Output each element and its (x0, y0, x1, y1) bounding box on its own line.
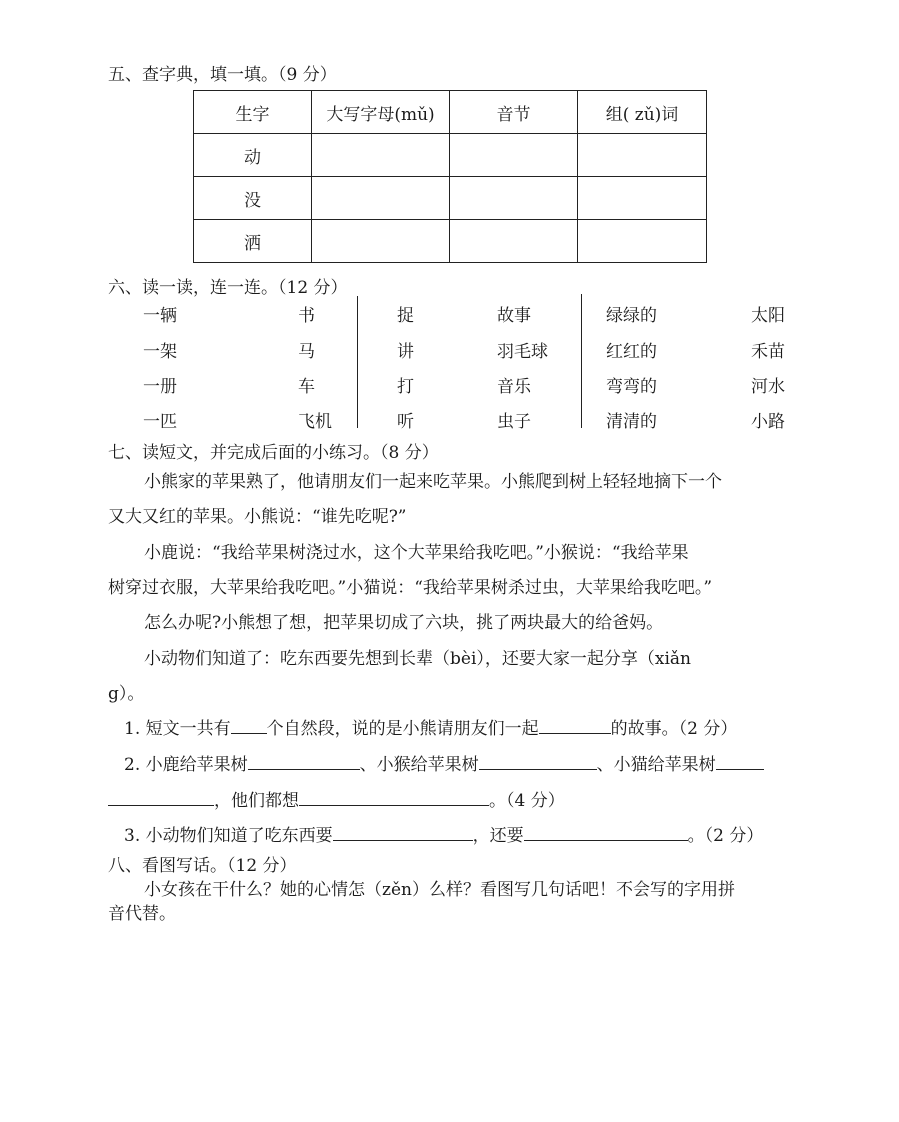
answer-cell[interactable] (312, 134, 450, 177)
answer-cell[interactable] (578, 177, 707, 220)
question-2-continued (108, 786, 565, 811)
answer-blank[interactable] (108, 789, 214, 806)
match-item[interactable]: 听 (397, 412, 414, 432)
table-header: 生字 (194, 91, 312, 134)
question-text: ，还要 (472, 826, 524, 846)
match-item[interactable]: 禾苗 (751, 342, 785, 362)
prompt-line: 小女孩在干什么？她的心情怎（zěn）么样？看图写几句话吧！不会写的字用拼 (144, 880, 735, 900)
question-text: 2. 小鹿给苹果树 (124, 755, 248, 775)
answer-blank[interactable] (231, 717, 267, 734)
table-header: 大写字母(mǔ) (312, 91, 450, 134)
table-header-row (194, 91, 707, 134)
passage-line: 树穿过衣服，大苹果给我吃吧。”小猫说：“我给苹果树杀过虫，大苹果给我吃吧。” (108, 578, 713, 598)
column-divider (357, 296, 358, 428)
table-char-cell: 洒 (194, 220, 312, 263)
question-text: 3. 小动物们知道了吃东西要 (124, 826, 333, 846)
question-1 (124, 714, 737, 739)
answer-blank[interactable] (524, 824, 688, 841)
match-item[interactable]: 一辆 (143, 306, 177, 326)
question-text: 、小猴给苹果树 (359, 755, 479, 775)
match-item[interactable]: 车 (298, 377, 315, 397)
answer-cell[interactable] (578, 134, 707, 177)
section6-title: 六、读一读，连一连。（12 分） (108, 278, 348, 298)
match-item[interactable]: 飞机 (298, 412, 332, 432)
table-row (194, 220, 707, 263)
question-2 (124, 750, 764, 775)
answer-cell[interactable] (450, 134, 578, 177)
match-item[interactable]: 捉 (397, 306, 414, 326)
answer-blank[interactable] (479, 753, 597, 770)
passage-line: 小鹿说：“我给苹果树浇过水，这个大苹果给我吃吧。”小猴说：“我给苹果 (144, 543, 689, 563)
question-3 (124, 821, 763, 846)
match-item[interactable]: 讲 (397, 342, 414, 362)
answer-cell[interactable] (450, 220, 578, 263)
answer-cell[interactable] (312, 177, 450, 220)
question-text: 、小猫给苹果树 (596, 755, 716, 775)
question-text: 。（4 分） (489, 791, 565, 811)
match-item[interactable]: 书 (298, 306, 315, 326)
answer-blank[interactable] (539, 717, 611, 734)
match-item[interactable]: 打 (397, 377, 414, 397)
column-divider (581, 294, 582, 428)
answer-blank[interactable] (299, 789, 489, 806)
passage-line: 小熊家的苹果熟了，他请朋友们一起来吃苹果。小熊爬到树上轻轻地摘下一个 (144, 472, 722, 492)
question-text: 1. 短文一共有 (124, 719, 231, 739)
passage-line: g）。 (108, 684, 145, 704)
question-text: 个自然段，说的是小熊请朋友们一起 (266, 719, 539, 739)
match-item[interactable]: 马 (298, 342, 315, 362)
section8-title: 八、看图写话。（12 分） (108, 856, 297, 876)
question-text: 。（2 分） (687, 826, 764, 846)
table-header: 组( zǔ)词 (578, 91, 707, 134)
table-row (194, 134, 707, 177)
match-item[interactable]: 红红的 (606, 342, 657, 362)
answer-cell[interactable] (312, 220, 450, 263)
match-item[interactable]: 弯弯的 (606, 377, 657, 397)
question-text: ，他们都想 (214, 791, 299, 811)
answer-cell[interactable] (578, 220, 707, 263)
section5-title: 五、查字典，填一填。（9 分） (108, 65, 337, 85)
passage-line: 又大又红的苹果。小熊说：“谁先吃呢?” (108, 507, 407, 527)
answer-blank[interactable] (333, 824, 473, 841)
question-text: 的故事。（2 分） (610, 719, 738, 739)
passage-line: 怎么办呢?小熊想了想，把苹果切成了六块，挑了两块最大的给爸妈。 (144, 613, 664, 633)
table-char-cell: 没 (194, 177, 312, 220)
table-row (194, 177, 707, 220)
match-item[interactable]: 音乐 (497, 377, 531, 397)
match-item[interactable]: 绿绿的 (606, 306, 657, 326)
match-item[interactable]: 羽毛球 (497, 342, 548, 362)
match-item[interactable]: 一册 (143, 377, 177, 397)
dictionary-table (193, 90, 707, 263)
answer-cell[interactable] (450, 177, 578, 220)
prompt-line: 音代替。 (108, 904, 176, 924)
table-char-cell: 动 (194, 134, 312, 177)
passage-line: 小动物们知道了：吃东西要先想到长辈（bèi），还要大家一起分享（xiǎn (144, 649, 691, 669)
match-item[interactable]: 一匹 (143, 412, 177, 432)
section7-title: 七、读短文，并完成后面的小练习。（8 分） (108, 443, 439, 463)
answer-blank[interactable] (248, 753, 360, 770)
match-item[interactable]: 虫子 (497, 412, 531, 432)
answer-blank[interactable] (716, 753, 764, 770)
match-item[interactable]: 小路 (751, 412, 785, 432)
match-item[interactable]: 太阳 (751, 306, 785, 326)
table-header: 音节 (450, 91, 578, 134)
match-item[interactable]: 清清的 (606, 412, 657, 432)
match-item[interactable]: 河水 (751, 377, 785, 397)
match-item[interactable]: 故事 (497, 306, 531, 326)
match-item[interactable]: 一架 (143, 342, 177, 362)
